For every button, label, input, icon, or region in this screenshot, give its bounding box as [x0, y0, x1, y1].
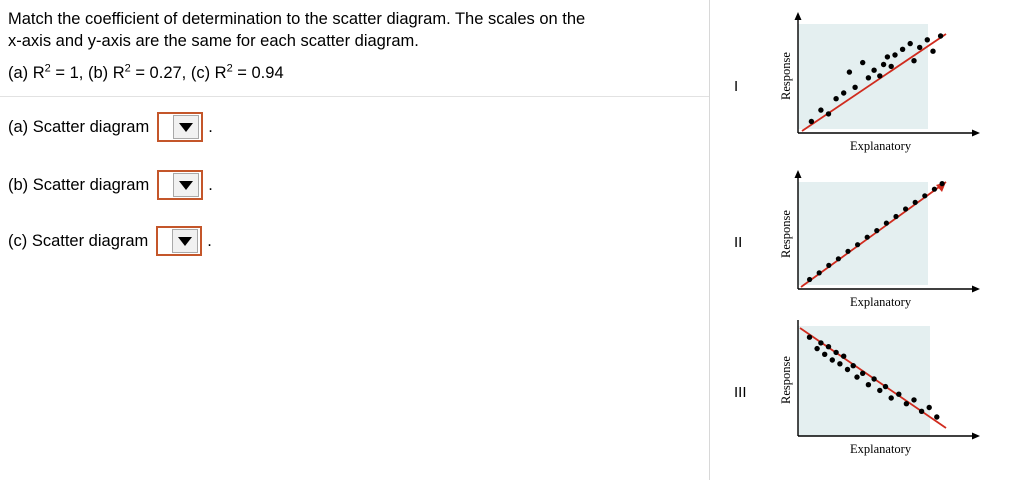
- scatter-point: [900, 47, 905, 52]
- scatter-point: [830, 357, 835, 362]
- scatter-point: [874, 228, 879, 233]
- scatter-point: [922, 193, 927, 198]
- chevron-down-icon[interactable]: [172, 229, 198, 253]
- answer-period-a: .: [208, 117, 213, 136]
- answer-row-c: [8, 226, 212, 256]
- scatter-point: [860, 371, 865, 376]
- scatter-point: [930, 49, 935, 54]
- r-squared-b-value: = 0.27, (c) R: [130, 64, 227, 82]
- scatter-point: [818, 340, 823, 345]
- scatter-point: [860, 60, 865, 65]
- section-divider: [0, 96, 709, 97]
- figure-2-xlabel: Explanatory: [850, 295, 912, 309]
- figure-3-numeral: III: [734, 384, 747, 401]
- r-squared-values: [8, 62, 284, 84]
- scatter-point: [877, 388, 882, 393]
- figure-1-xlabel: Explanatory: [850, 139, 912, 153]
- scatter-point: [841, 354, 846, 359]
- answer-label-a: (a) Scatter diagram: [8, 117, 150, 136]
- scatter-point: [934, 414, 939, 419]
- scatter-point: [892, 52, 897, 57]
- scatter-point: [885, 54, 890, 59]
- scatter-point: [940, 181, 945, 186]
- scatter-point: [896, 392, 901, 397]
- scatter-point: [807, 277, 812, 282]
- answer-row-a: [8, 112, 213, 142]
- scatter-point: [877, 73, 882, 78]
- exponent-b: 2: [124, 62, 131, 75]
- scatter-point: [889, 64, 894, 69]
- figure-3-ylabel: Response: [779, 356, 793, 404]
- scatter-point: [836, 256, 841, 261]
- exponent-a: 2: [44, 62, 51, 75]
- r-squared-a-value: = 1, (b) R: [50, 64, 125, 82]
- answer-row-b: [8, 170, 213, 200]
- scatter-point: [837, 361, 842, 366]
- scatter-point: [865, 235, 870, 240]
- figure-3-chart: [750, 310, 990, 460]
- scatter-point: [917, 45, 922, 50]
- scatter-point: [851, 363, 856, 368]
- scatter-point: [881, 62, 886, 67]
- scatter-point: [925, 37, 930, 42]
- scatter-point: [845, 367, 850, 372]
- scatter-point: [919, 409, 924, 414]
- figure-1-numeral: I: [734, 78, 739, 95]
- scatter-point: [852, 85, 857, 90]
- scatter-point: [809, 119, 814, 124]
- scatter-point: [927, 405, 932, 410]
- answer-period-b: .: [208, 175, 213, 194]
- scatter-point: [911, 58, 916, 63]
- scatter-point: [938, 33, 943, 38]
- scatter-point: [866, 382, 871, 387]
- scatter-point: [818, 107, 823, 112]
- question-prompt: [8, 8, 688, 52]
- scatter-point: [913, 200, 918, 205]
- figure-1: [710, 4, 1024, 154]
- scatter-point: [847, 69, 852, 74]
- figure-3: [710, 310, 1024, 460]
- scatter-point: [841, 90, 846, 95]
- scatter-diagram-select-c[interactable]: [156, 226, 202, 256]
- scatter-point: [822, 352, 827, 357]
- chevron-down-icon[interactable]: [173, 173, 199, 197]
- scatter-point: [889, 395, 894, 400]
- figure-1-ylabel: Response: [779, 52, 793, 100]
- scatter-point: [817, 270, 822, 275]
- scatter-point: [826, 263, 831, 268]
- scatter-point: [814, 346, 819, 351]
- scatter-diagram-select-b[interactable]: [157, 170, 203, 200]
- scatter-point: [871, 68, 876, 73]
- scatter-point: [893, 214, 898, 219]
- scatter-point: [833, 350, 838, 355]
- figure-2: [710, 160, 1024, 310]
- prompt-line-2: x-axis and y-axis are the same for each scatter diagram.: [8, 32, 419, 50]
- figure-2-chart: [750, 160, 990, 310]
- scatter-point: [855, 242, 860, 247]
- scatter-point: [807, 335, 812, 340]
- answer-label-b: (b) Scatter diagram: [8, 175, 150, 194]
- figure-3-xlabel: Explanatory: [850, 442, 912, 456]
- scatter-point: [903, 206, 908, 211]
- scatter-point: [826, 344, 831, 349]
- scatter-point: [883, 384, 888, 389]
- scatter-point: [826, 111, 831, 116]
- scatter-diagram-select-a[interactable]: [157, 112, 203, 142]
- r-squared-c-value: = 0.94: [232, 64, 284, 82]
- scatter-point: [911, 397, 916, 402]
- figures-pane: [710, 0, 1024, 480]
- scatter-point: [871, 376, 876, 381]
- figure-1-chart: [750, 4, 990, 154]
- scatter-point: [866, 75, 871, 80]
- scatter-point: [908, 41, 913, 46]
- figure-2-numeral: II: [734, 234, 743, 251]
- figure-2-ylabel: Response: [779, 210, 793, 258]
- scatter-point: [854, 374, 859, 379]
- answer-period-c: .: [207, 231, 212, 250]
- exponent-c: 2: [226, 62, 233, 75]
- prompt-line-1: Match the coefficient of determination to the scatter diagram. The scales on the: [8, 10, 586, 28]
- scatter-point: [833, 96, 838, 101]
- answer-label-c: (c) Scatter diagram: [8, 231, 149, 250]
- scatter-point: [845, 249, 850, 254]
- r-squared-a-prefix: (a) R: [8, 64, 45, 82]
- scatter-point: [884, 221, 889, 226]
- scatter-point: [932, 187, 937, 192]
- chevron-down-icon[interactable]: [173, 115, 199, 139]
- scatter-point: [904, 401, 909, 406]
